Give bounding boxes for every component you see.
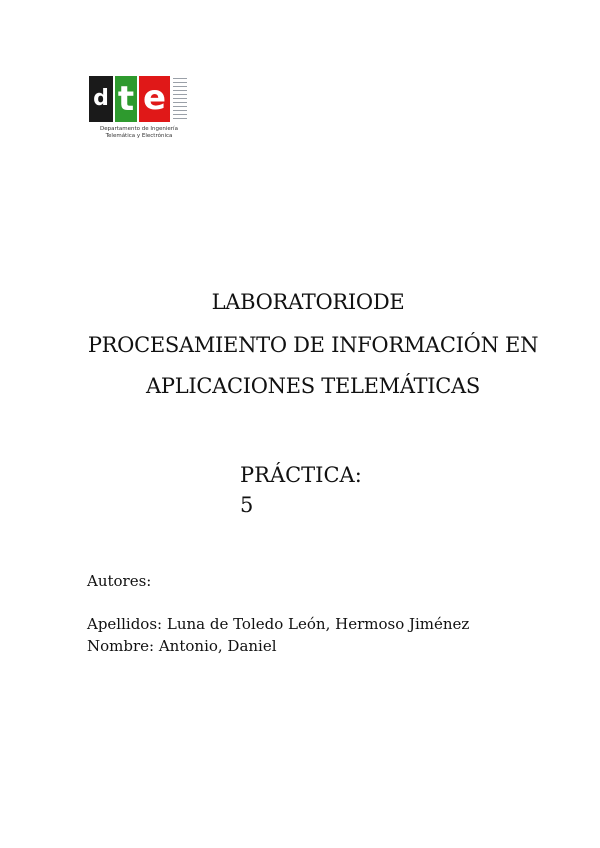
title-line-1: LABORATORIODE: [211, 290, 405, 314]
logo-letter-t: t: [115, 76, 137, 122]
logo-decoration: [173, 78, 187, 120]
authors-heading: Autores:: [87, 572, 152, 590]
practice-label: PRÁCTICA:: [240, 463, 362, 487]
dte-logo: [89, 76, 189, 144]
authors-names: Nombre: Antonio, Daniel: [87, 637, 277, 655]
logo-caption: Departamento de Ingeniería Telemática y Electrónica: [100, 126, 178, 139]
logo-letter-e: e: [139, 76, 170, 122]
practice-number: 5: [240, 493, 254, 517]
title-line-2: PROCESAMIENTO DE INFORMACIÓN EN: [87, 333, 539, 357]
logo-letter-d: d: [89, 76, 113, 122]
title-line-3: APLICACIONES TELEMÁTICAS: [146, 374, 480, 398]
logo-mark: [89, 76, 170, 122]
practice-block: [240, 460, 362, 520]
authors-surnames: Apellidos: Luna de Toledo León, Hermoso Jiménez: [87, 615, 470, 633]
